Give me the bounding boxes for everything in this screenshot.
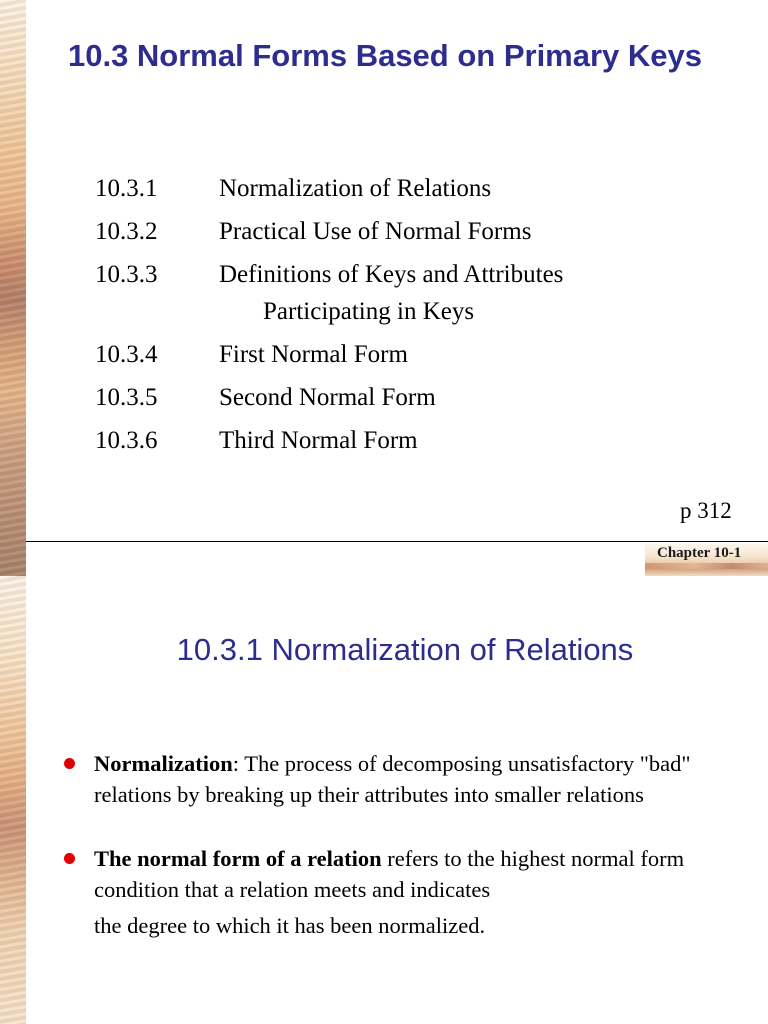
bullet-text [94,843,704,941]
toc-item [95,170,735,207]
toc-item [95,422,735,459]
bullet-text [94,748,704,810]
table-of-contents [95,170,735,465]
bullet-definition: : The process of decomposing unsatisfactory "bad" relations by breaking up their attributes into smaller relations [94,751,691,807]
bullet-dot-icon [64,853,75,864]
toc-text: Definitions of Keys and Attributes [219,261,564,288]
decorative-desert-strip [0,0,26,576]
bullet-definition: refers to the highest normal form condition that a relation meets and indicates [94,846,685,902]
toc-number: 10.3.6 [95,427,158,454]
chapter-badge [645,543,768,576]
slide-title: 10.3.1 Normalization of Relations [176,632,634,667]
slide-2 [0,576,768,1024]
chapter-label: Chapter 10-1 [657,545,742,561]
toc-text: Practical Use of Normal Forms [219,218,532,245]
bullet-term: The normal form of a relation [94,846,382,871]
decorative-desert-strip [0,576,26,1024]
toc-text: Third Normal Form [219,427,418,454]
bullet-item [64,748,704,810]
bullet-item [64,843,704,941]
slide-title: 10.3 Normal Forms Based on Primary Keys [67,38,703,73]
toc-number: 10.3.4 [95,341,158,368]
toc-item [95,256,735,330]
bullet-term: Normalization [94,751,233,776]
bullet-dot-icon [64,758,75,769]
toc-text-continuation: Participating in Keys [263,298,475,325]
toc-text: First Normal Form [219,341,408,368]
toc-text: Normalization of Relations [219,175,492,202]
bullet-definition-end: the degree to which it has been normalized. [94,913,486,938]
toc-item [95,213,735,250]
slide-divider [26,541,768,542]
toc-text-multiline [219,256,735,330]
toc-item [95,379,735,416]
toc-number: 10.3.1 [95,175,158,202]
bullet-list [64,748,704,974]
page-reference: p 312 [680,498,732,523]
toc-number: 10.3.5 [95,384,158,411]
toc-number: 10.3.3 [95,261,158,288]
toc-item [95,336,735,373]
toc-number: 10.3.2 [95,218,158,245]
toc-text: Second Normal Form [219,384,436,411]
